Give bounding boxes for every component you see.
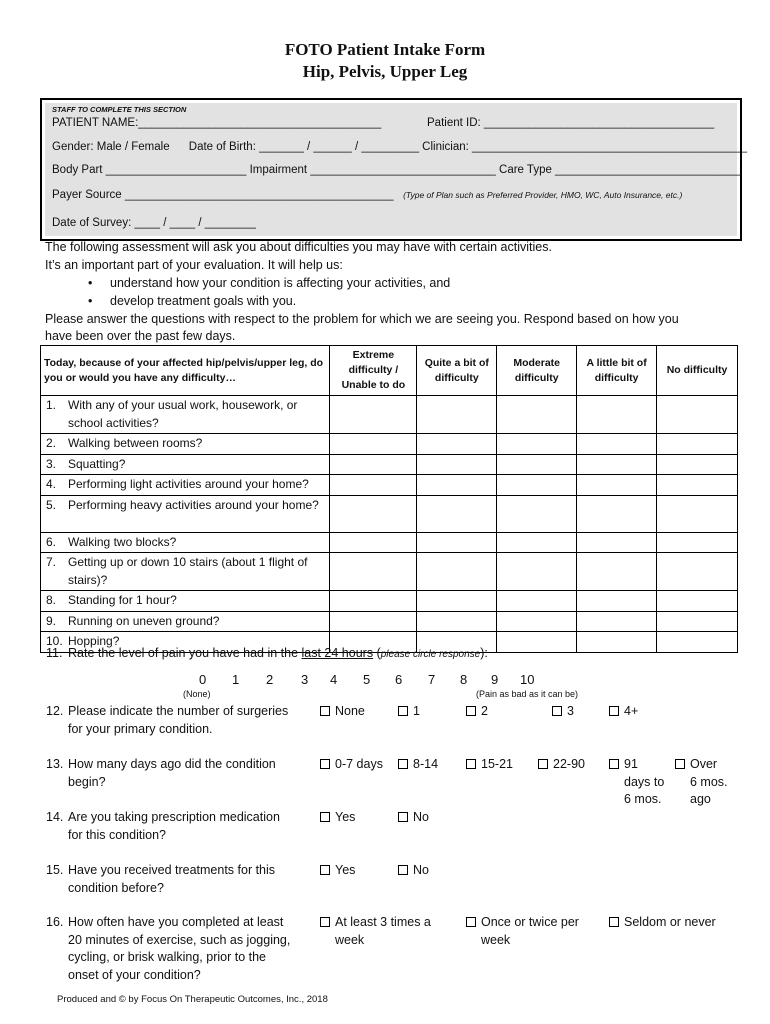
question-number: 6. (46, 534, 57, 549)
q11-number: 11. (46, 646, 63, 660)
answer-cell[interactable] (657, 396, 738, 434)
answer-cell[interactable] (330, 553, 417, 591)
answer-cell[interactable] (330, 495, 417, 532)
answer-cell[interactable] (417, 611, 497, 632)
question-text: Walking between rooms? (68, 436, 203, 450)
pain-scale-value[interactable]: 10 (520, 672, 535, 687)
form-title: FOTO Patient Intake Form (284, 40, 486, 59)
footer-copyright: Produced and © by Focus On Therapeutic Outcomes, Inc., 2018 (57, 994, 328, 1005)
answer-cell[interactable] (577, 396, 657, 434)
answer-cell[interactable] (330, 475, 417, 496)
patient-id-field[interactable]: Patient ID: ____________________________________ (427, 117, 715, 129)
answer-cell[interactable] (417, 532, 497, 553)
answer-cell[interactable] (577, 611, 657, 632)
table-header-question: Today, because of your affected hip/pelvis/upper leg, do you or would you have any difficulty… (41, 346, 330, 396)
question-cell (41, 553, 330, 591)
answer-cell[interactable] (577, 632, 657, 653)
question-cell (41, 475, 330, 496)
pain-scale-value[interactable]: 9 (491, 672, 499, 687)
question-cell (41, 434, 330, 455)
pain-scale-value[interactable]: 1 (232, 672, 240, 687)
question-number: 10. (46, 634, 63, 648)
answer-cell[interactable] (577, 454, 657, 475)
q14-option-no[interactable]: No (398, 809, 429, 827)
q16-number: 16. (46, 915, 64, 929)
question-number: 8. (46, 593, 57, 607)
col-extreme: Extreme difficulty / Unable to do (330, 346, 417, 396)
answer-cell[interactable] (577, 434, 657, 455)
answer-cell[interactable] (497, 495, 577, 532)
q13-option-15-21[interactable]: 15-21 (466, 756, 513, 774)
answer-cell[interactable] (577, 495, 657, 532)
q11-text: Rate the level of pain you have had in the last 24 hours (please circle response): (68, 646, 488, 660)
answer-cell[interactable] (330, 611, 417, 632)
intro-bullet-1: • understand how your condition is affecting your activities, and (88, 276, 451, 290)
table-row (41, 532, 738, 553)
question-text: Standing for 1 hour? (68, 593, 177, 607)
staff-heading: STAFF TO COMPLETE THIS SECTION (52, 105, 187, 114)
question-cell (41, 454, 330, 475)
patient-name-field[interactable]: PATIENT NAME:______________________________________ (52, 117, 382, 129)
pain-scale-value[interactable]: 0 (199, 672, 207, 687)
answer-cell[interactable] (657, 495, 738, 532)
staff-section (40, 98, 748, 241)
question-number: 7. (46, 555, 57, 569)
answer-cell[interactable] (330, 591, 417, 612)
question-text: Getting up or down 10 stairs (about 1 flight of stairs)? (68, 555, 308, 587)
question-text: Walking two blocks? (68, 534, 177, 549)
col-no-difficulty: No difficulty (657, 346, 738, 396)
answer-cell[interactable] (497, 591, 577, 612)
answer-cell[interactable] (497, 611, 577, 632)
answer-cell[interactable] (577, 532, 657, 553)
answer-cell[interactable] (330, 454, 417, 475)
question-number: 2. (46, 436, 57, 450)
intro-bullet-2: • develop treatment goals with you. (88, 294, 297, 308)
table-row (41, 611, 738, 632)
answer-cell[interactable] (657, 532, 738, 553)
q12-option-2[interactable]: 2 (466, 703, 488, 721)
pain-scale-value[interactable]: 5 (363, 672, 371, 687)
intro-line-4: have been over the past few days. (45, 329, 236, 343)
question-text: Performing heavy activities around your home? (68, 497, 319, 512)
question-text: With any of your usual work, housework, or school activities? (68, 398, 298, 430)
pain-max-label: (Pain as bad as it can be) (476, 689, 579, 699)
question-cell (41, 591, 330, 612)
answer-cell[interactable] (417, 396, 497, 434)
col-quite-a-bit: Quite a bit of difficulty (417, 346, 497, 396)
q13-option-over-6mos[interactable]: Over 6 mos. ago (675, 756, 728, 809)
answer-cell[interactable] (417, 454, 497, 475)
q15-option-yes[interactable]: Yes (320, 862, 355, 880)
table-row (41, 475, 738, 496)
question-text: Squatting? (68, 456, 126, 471)
q13-text: How many days ago did the condition begin? (68, 757, 276, 789)
answer-cell[interactable] (330, 396, 417, 434)
q15-option-no[interactable]: No (398, 862, 429, 880)
answer-cell[interactable] (657, 434, 738, 455)
body-part-field[interactable]: Body Part ______________________ (52, 164, 247, 176)
q14-text: Are you taking prescription medication for this condition? (68, 810, 280, 842)
answer-cell[interactable] (497, 434, 577, 455)
form-subtitle: Hip, Pelvis, Upper Leg (302, 62, 468, 81)
answer-cell[interactable] (657, 475, 738, 496)
answer-cell[interactable] (497, 475, 577, 496)
q12-number: 12. (46, 704, 64, 718)
care-type-field[interactable]: Care Type _____________________________ (499, 164, 741, 176)
question-number: 4. (46, 477, 57, 491)
pain-scale-value[interactable]: 4 (330, 672, 338, 687)
date-of-survey-field[interactable]: Date of Survey: ____ / ____ / ________ (52, 217, 256, 229)
intro-line-1: The following assessment will ask you about difficulties you may have with certain activities. (45, 240, 552, 254)
question-cell (41, 495, 330, 532)
answer-cell[interactable] (417, 553, 497, 591)
intro-line-2: It’s an important part of your evaluation. It will help us: (45, 258, 343, 272)
pain-scale-value[interactable]: 3 (301, 672, 309, 687)
difficulty-table (40, 345, 738, 653)
answer-cell[interactable] (330, 532, 417, 553)
q15-number: 15. (46, 863, 64, 877)
answer-cell[interactable] (657, 553, 738, 591)
impairment-field[interactable]: Impairment _____________________________ (249, 164, 496, 176)
answer-cell[interactable] (657, 591, 738, 612)
q14-option-yes[interactable]: Yes (320, 809, 355, 827)
question-text: Running on uneven ground? (68, 613, 220, 628)
q13-number: 13. (46, 757, 64, 771)
pain-scale-value[interactable]: 8 (460, 672, 468, 687)
clinician-field[interactable]: Clinician: ___________________________________________ (422, 141, 748, 153)
answer-cell[interactable] (497, 532, 577, 553)
answer-cell[interactable] (330, 434, 417, 455)
answer-cell[interactable] (417, 495, 497, 532)
table-row (41, 591, 738, 612)
q12-option-1[interactable]: 1 (398, 703, 420, 721)
answer-cell[interactable] (417, 434, 497, 455)
q13-option-0-7[interactable]: 0-7 days (320, 756, 383, 774)
answer-cell[interactable] (497, 454, 577, 475)
answer-cell[interactable] (577, 591, 657, 612)
gender-field[interactable]: Gender: Male / Female (52, 141, 170, 153)
question-text: Hopping? (68, 634, 120, 648)
answer-cell[interactable] (417, 475, 497, 496)
answer-cell[interactable] (417, 591, 497, 612)
q13-option-91-days[interactable]: 91 days to 6 mos. (609, 756, 664, 809)
q12-option-3[interactable]: 3 (552, 703, 574, 721)
q14-number: 14. (46, 810, 64, 824)
answer-cell[interactable] (497, 396, 577, 434)
payer-source-field[interactable]: Payer Source __________________________________________ (52, 189, 394, 201)
question-number: 1. (46, 398, 57, 412)
dob-field[interactable]: Date of Birth: _______ / ______ / _________ (188, 141, 419, 153)
q12-option-none[interactable]: None (320, 703, 365, 721)
payer-note: (Type of Plan such as Preferred Provider, HMO, WC, Auto Insurance, etc.) (403, 190, 683, 200)
question-number: 3. (46, 456, 57, 471)
q16-option-once-twice[interactable]: Once or twice per week (466, 914, 579, 949)
answer-cell[interactable] (497, 632, 577, 653)
q13-option-8-14[interactable]: 8-14 (398, 756, 438, 774)
question-cell (41, 532, 330, 553)
answer-cell[interactable] (577, 553, 657, 591)
pain-none-label: (None) (183, 689, 211, 699)
col-a-little: A little bit of difficulty (577, 346, 657, 396)
col-moderate: Moderate difficulty (497, 346, 577, 396)
answer-cell[interactable] (657, 632, 738, 653)
q12-text: Please indicate the number of surgeries for your primary condition. (68, 704, 289, 736)
pain-scale-value[interactable]: 2 (266, 672, 274, 687)
pain-scale-value[interactable]: 6 (395, 672, 403, 687)
table-row (41, 454, 738, 475)
q15-text: Have you received treatments for this condition before? (68, 863, 276, 895)
answer-cell[interactable] (657, 454, 738, 475)
answer-cell[interactable] (577, 475, 657, 496)
answer-cell[interactable] (657, 611, 738, 632)
q16-option-3-times[interactable]: At least 3 times a week (320, 914, 431, 949)
answer-cell[interactable] (497, 553, 577, 591)
pain-scale-value[interactable]: 7 (428, 672, 436, 687)
q13-option-22-90[interactable]: 22-90 (538, 756, 585, 774)
table-row (41, 396, 738, 434)
question-number: 5. (46, 497, 57, 512)
q12-option-4plus[interactable]: 4+ (609, 703, 638, 721)
question-cell (41, 396, 330, 434)
question-number: 9. (46, 613, 57, 628)
intro-line-3: Please answer the questions with respect to the problem for which we are seeing you. Respond based on how you (45, 312, 679, 326)
question-text: Performing light activities around your home? (68, 477, 309, 491)
q16-option-seldom[interactable]: Seldom or never (609, 914, 716, 932)
q16-text: How often have you completed at least 20 minutes of exercise, such as jogging, cycling, or brisk walking, prior to the onset of your condition? (68, 915, 291, 982)
table-row (41, 553, 738, 591)
table-row (41, 434, 738, 455)
table-row (41, 495, 738, 532)
question-cell (41, 611, 330, 632)
